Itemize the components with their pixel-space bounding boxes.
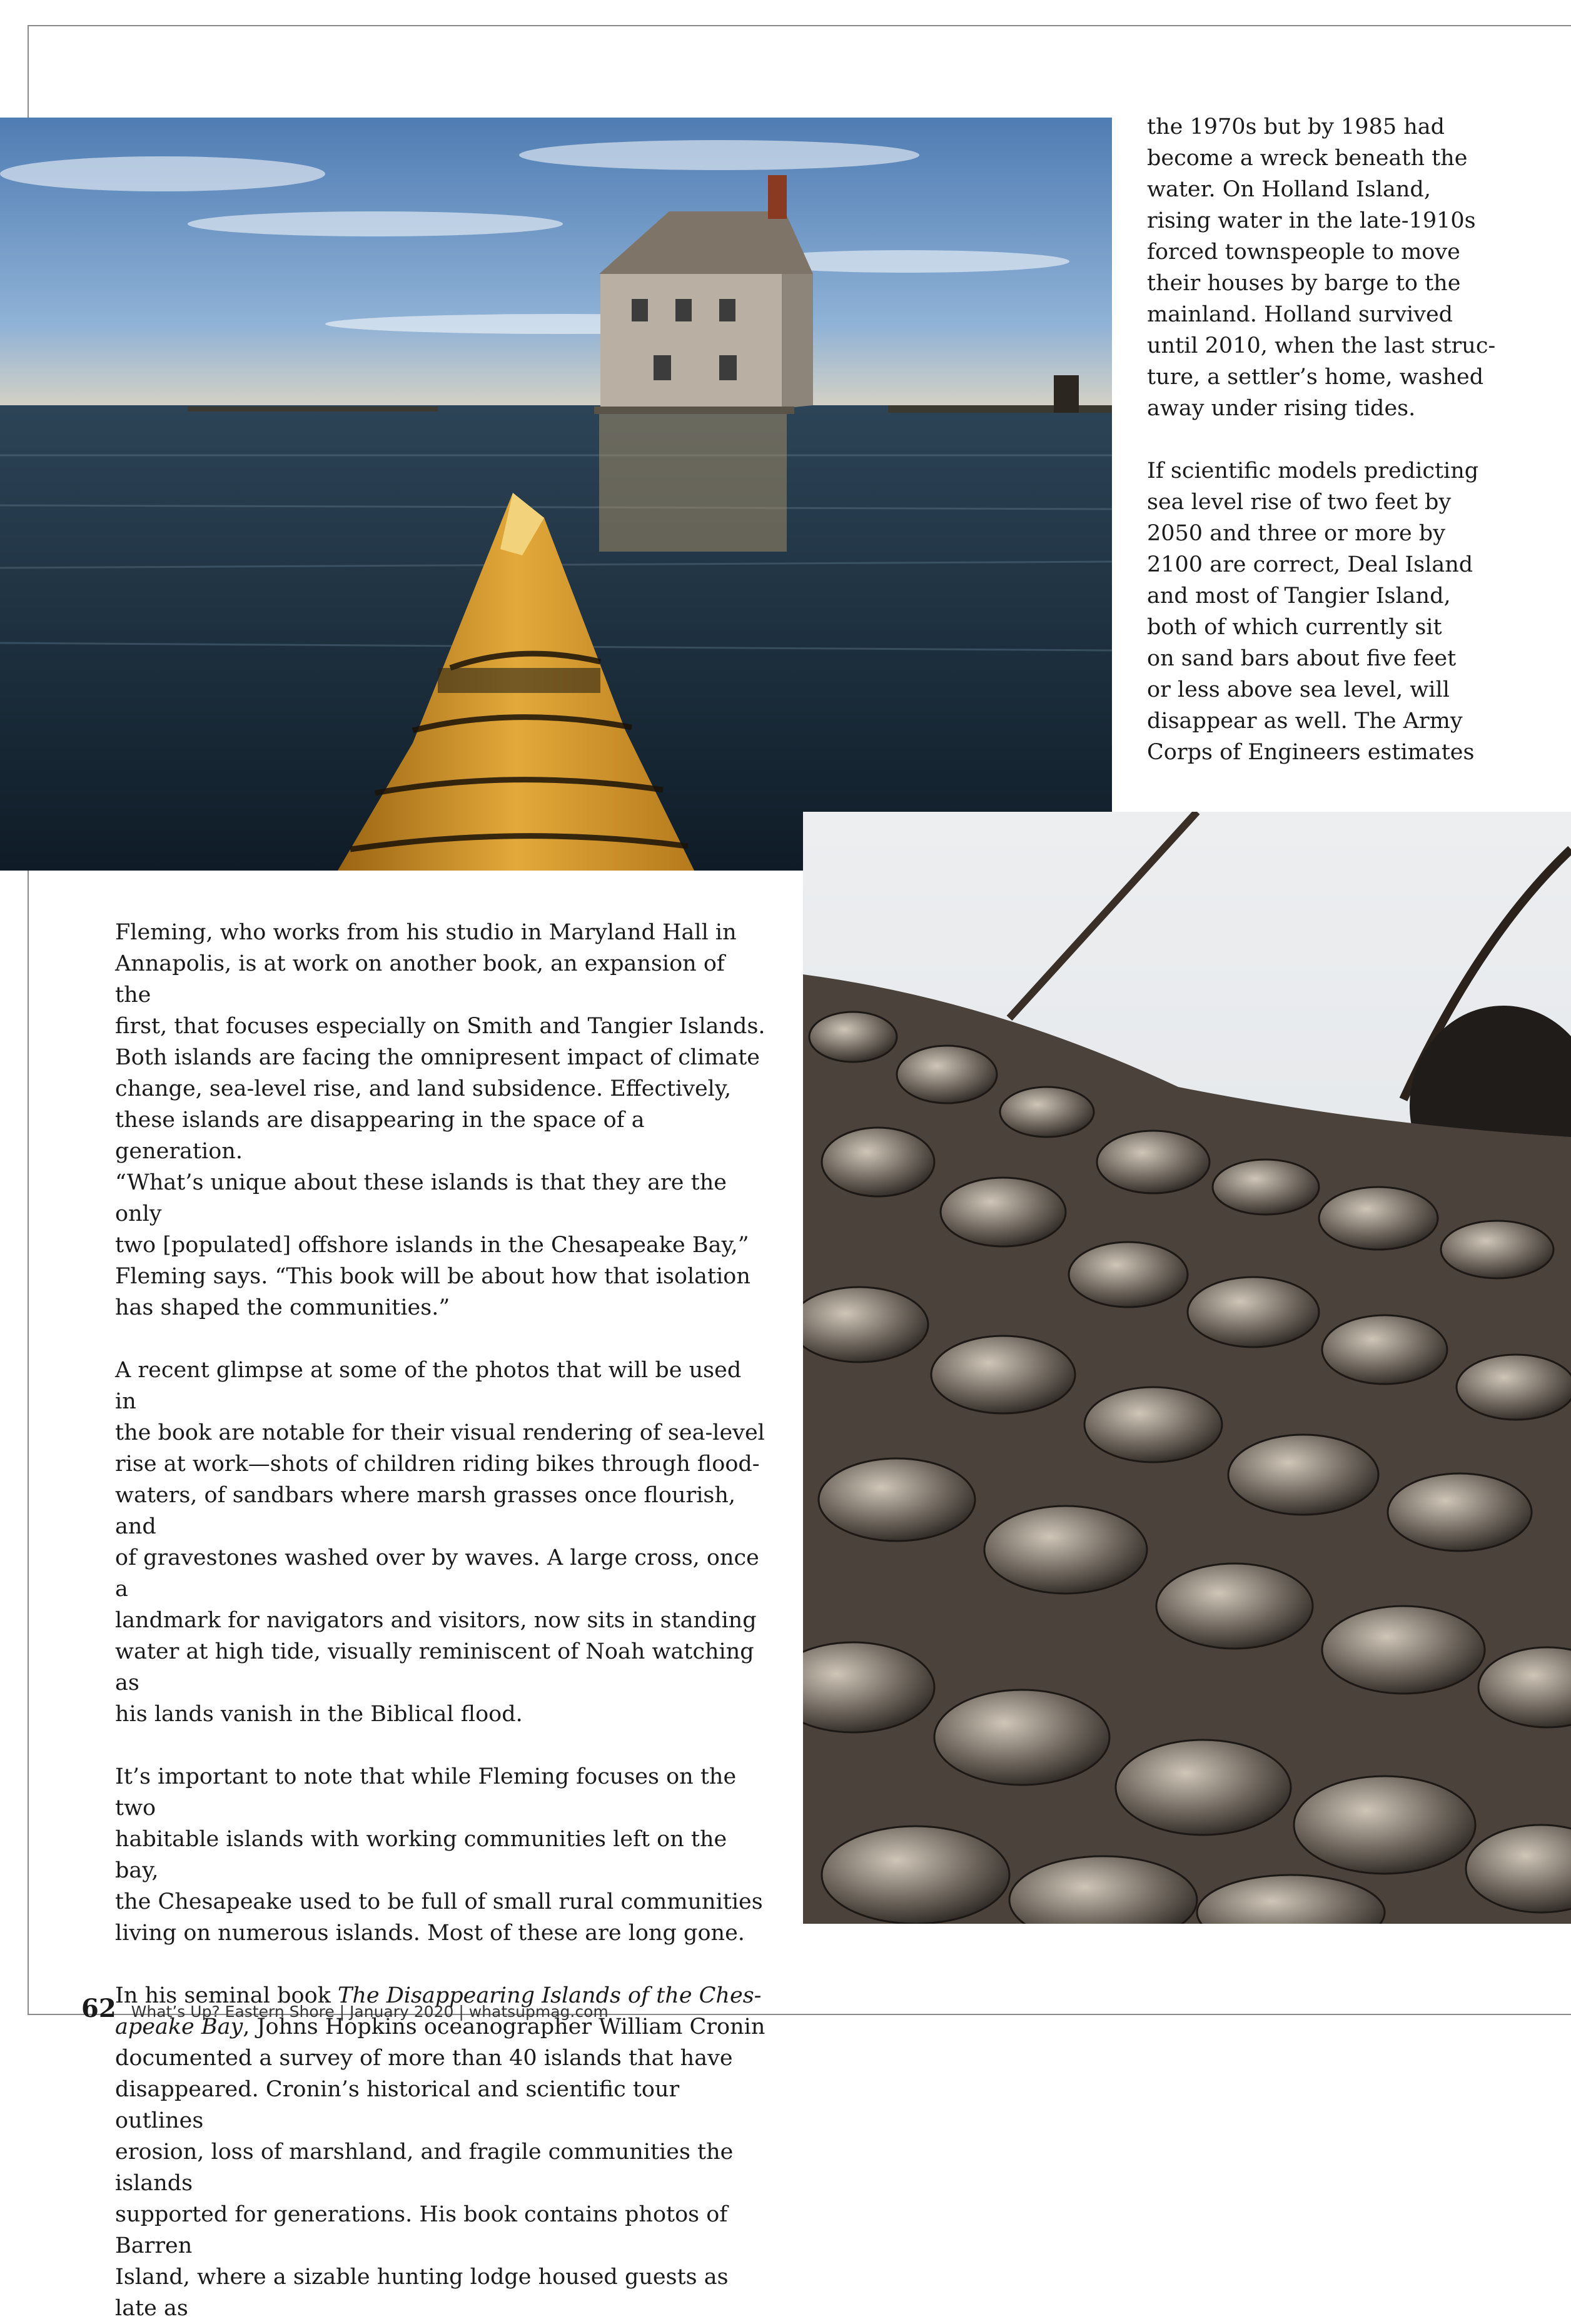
left-paragraph-1: Fleming, who works from his studio in Maryland Hall in Annapolis, is at work on another book, an expansion of the first, that focuses especially on Smith and Tangier Islands. Both islands are facing the omnipresent impact of climate change, sea-level rise, and land subsidence. Effectively, these islands are disappearing in the space of a generation. “What’s unique about these islands is that they are the only two [populated] offshore islands in the Chesapeake Bay,” Fleming says. “This book will be about how that isolation has shaped the communities.” xyxy=(115,920,765,1320)
holland-island-house-photo xyxy=(0,118,1112,871)
page-footer xyxy=(81,1994,609,2024)
left-paragraph-4 xyxy=(115,1980,765,2324)
page-number: 62 xyxy=(81,1994,116,2023)
folio-line: What’s Up? Eastern Shore | January 2020 | whatsupmag.com xyxy=(131,2003,609,2021)
paragraph-4-body: , Johns Hopkins oceanographer William Cronin documented a survey of more than 40 islands that have disappeared. Cronin’s historical and scientific tour outlines erosion, loss of marshland, and fragile communities the islands supported for generations. His book contains photos of Barren Island, where a sizable hunting lodge housed guests as late as xyxy=(115,2014,765,2321)
right-paragraph-1: the 1970s but by 1985 had become a wreck beneath the water. On Holland Island, rising water in the late-1910s forced townspeople to move their houses by barge to the mainland. Holland survived until 2010, when the last struc- ture, a settler’s home, washed away under rising tides. xyxy=(1147,114,1496,421)
oyster-pile-photo xyxy=(803,812,1571,1924)
paragraph-4-lead: In his seminal book xyxy=(115,1983,338,2008)
frame-top-rule xyxy=(28,25,1571,26)
left-paragraph-3: It’s important to note that while Fleming focuses on the two habitable islands with working communities left on the bay, the Chesapeake used to be full of small rural communities living on numerous islands. Most of these are long gone. xyxy=(115,1764,763,1946)
left-paragraph-2: A recent glimpse at some of the photos that will be used in the book are notable for their visual rendering of sea-level rise at work—shots of children riding bikes through flood- waters, of sandbars where marsh grasses once flourish, and of gravestones washed over by waves. A large cross, once a landmark for navigators and visitors, now sits in standing water at high tide, visually reminiscent of Noah watching as his lands vanish in the Biblical flood. xyxy=(115,1358,765,1727)
right-paragraph-2: If scientific models predicting sea level rise of two feet by 2050 and three or more by 2100 are correct, Deal Island and most of Tangier Island, both of which currently sit on sand bars about five feet or less above sea level, will disappear as well. The Army Corps of Engineers estimates xyxy=(1147,458,1479,765)
right-text-column xyxy=(1147,111,1553,768)
left-text-column xyxy=(115,917,765,2324)
book-title: The Disappearing Islands of the Ches- apeake Bay xyxy=(115,1983,762,2039)
